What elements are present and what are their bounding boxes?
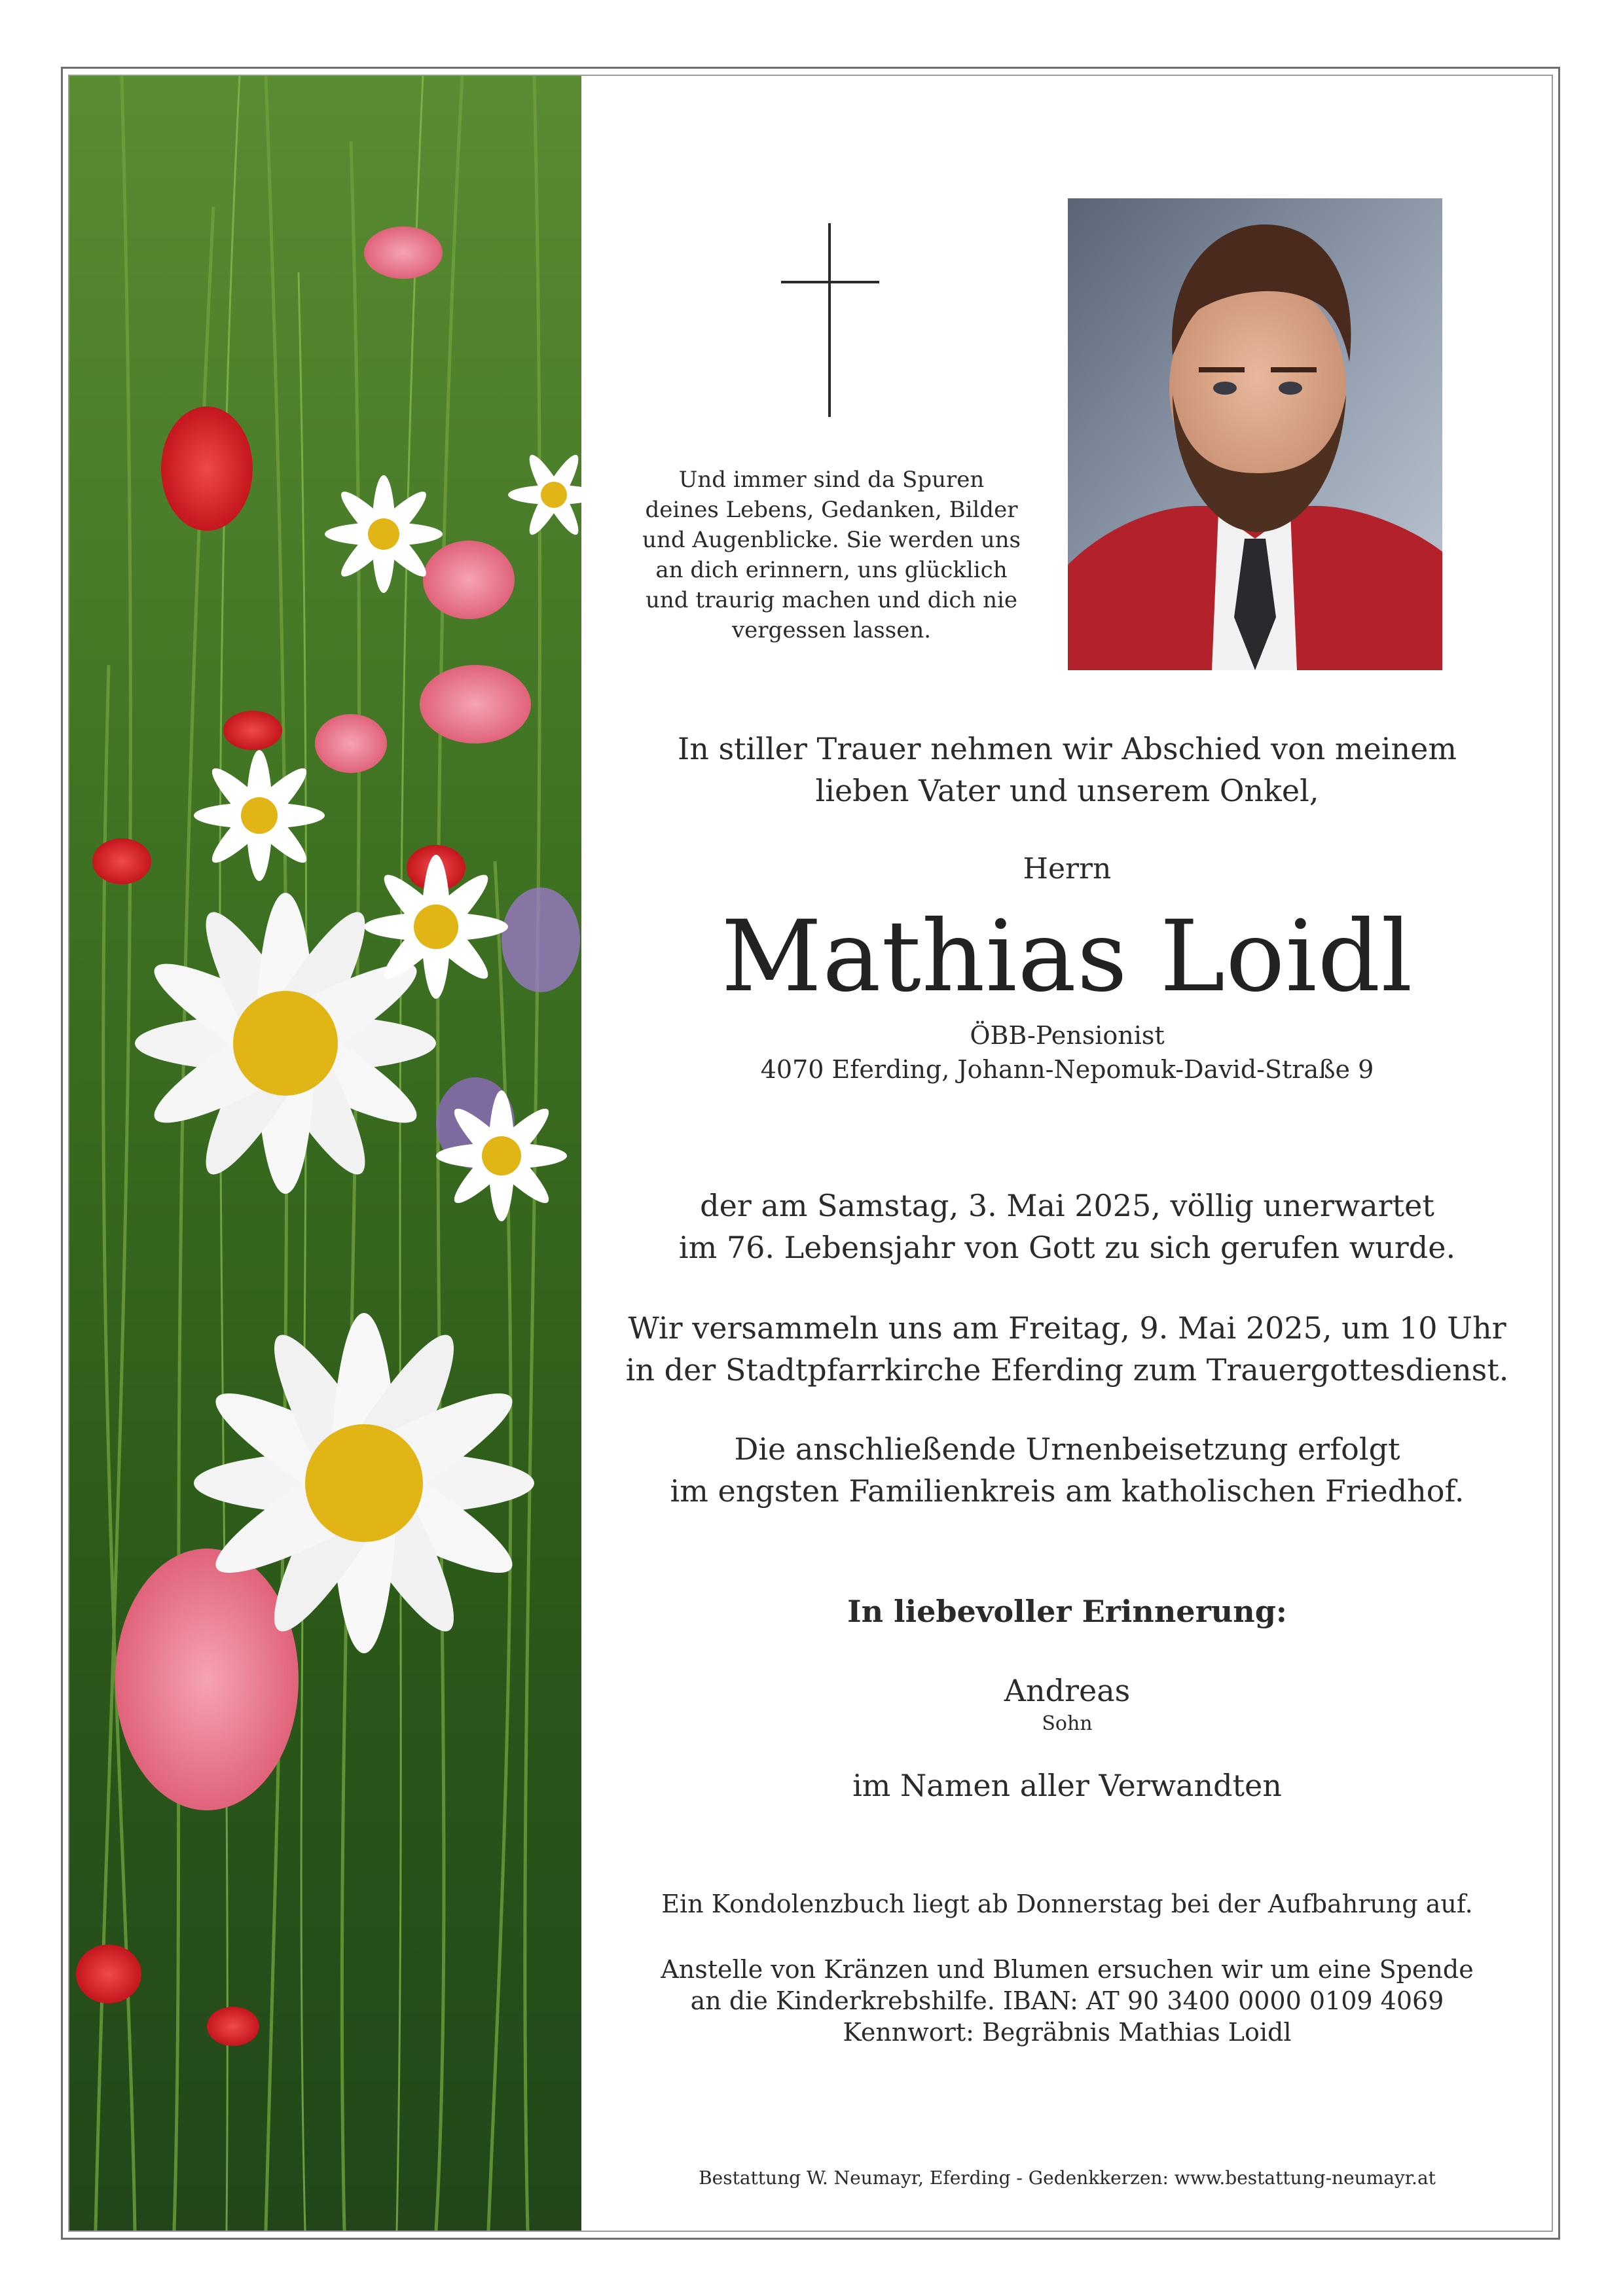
donation-line: an die Kinderkrebshilfe. IBAN: AT 90 3400 0000 0109 4069 <box>690 1986 1444 2015</box>
address: 4070 Eferding, Johann-Nepomuk-David-Straße 9 <box>760 1055 1374 1084</box>
death-notice <box>583 1185 1552 1268</box>
cross-icon <box>781 223 879 417</box>
intro-text <box>583 728 1552 812</box>
memorial-verse <box>629 465 1034 645</box>
occupation: ÖBB-Pensionist <box>970 1021 1165 1050</box>
intro-line: In stiller Trauer nehmen wir Abschied von meinem <box>678 731 1457 766</box>
donation-line: Kennwort: Begräbnis Mathias Loidl <box>843 2018 1292 2047</box>
memory-heading: In liebevoller Erinnerung: <box>847 1594 1287 1629</box>
mourner-relation: Sohn <box>1042 1712 1093 1735</box>
service-line: in der Stadtpfarrkirche Eferding zum Trauergottesdienst. <box>625 1352 1509 1388</box>
service-notice <box>583 1307 1552 1391</box>
death-line: der am Samstag, 3. Mai 2025, völlig unerwartet <box>700 1188 1434 1223</box>
verse-line: an dich erinnern, uns glücklich <box>655 557 1008 583</box>
deceased-name: Mathias Loidl <box>721 900 1413 1014</box>
donation-notice <box>583 1954 1552 2048</box>
verse-line: und traurig machen und dich nie <box>645 587 1018 613</box>
mourner-name: Andreas <box>1004 1673 1131 1708</box>
all-relatives: im Namen aller Verwandten <box>852 1768 1282 1803</box>
intro-line: lieben Vater und unserem Onkel, <box>815 773 1319 808</box>
portrait-photo <box>1068 198 1442 670</box>
condolence-notice: Ein Kondolenzbuch liegt ab Donnerstag bei der Aufbahrung auf. <box>661 1890 1473 1918</box>
burial-line: Die anschließende Urnenbeisetzung erfolgt <box>734 1431 1400 1467</box>
verse-line: vergessen lassen. <box>731 617 932 643</box>
service-line: Wir versammeln uns am Freitag, 9. Mai 2025, um 10 Uhr <box>628 1310 1506 1346</box>
burial-line: im engsten Familienkreis am katholischen Friedhof. <box>670 1473 1465 1509</box>
donation-line: Anstelle von Kränzen und Blumen ersuchen wir um eine Spende <box>661 1955 1474 1984</box>
burial-notice <box>583 1428 1552 1512</box>
verse-line: deines Lebens, Gedanken, Bilder <box>645 497 1018 523</box>
death-line: im 76. Lebensjahr von Gott zu sich gerufen wurde. <box>678 1230 1456 1265</box>
verse-line: und Augenblicke. Sie werden uns <box>642 527 1021 553</box>
deceased-details <box>583 1018 1552 1086</box>
verse-line: Und immer sind da Spuren <box>678 467 985 493</box>
footer-credit: Bestattung W. Neumayr, Eferding - Gedenkkerzen: www.bestattung-neumayr.at <box>699 2167 1436 2189</box>
flower-meadow-image <box>69 76 581 2231</box>
salutation: Herrn <box>1023 852 1112 886</box>
